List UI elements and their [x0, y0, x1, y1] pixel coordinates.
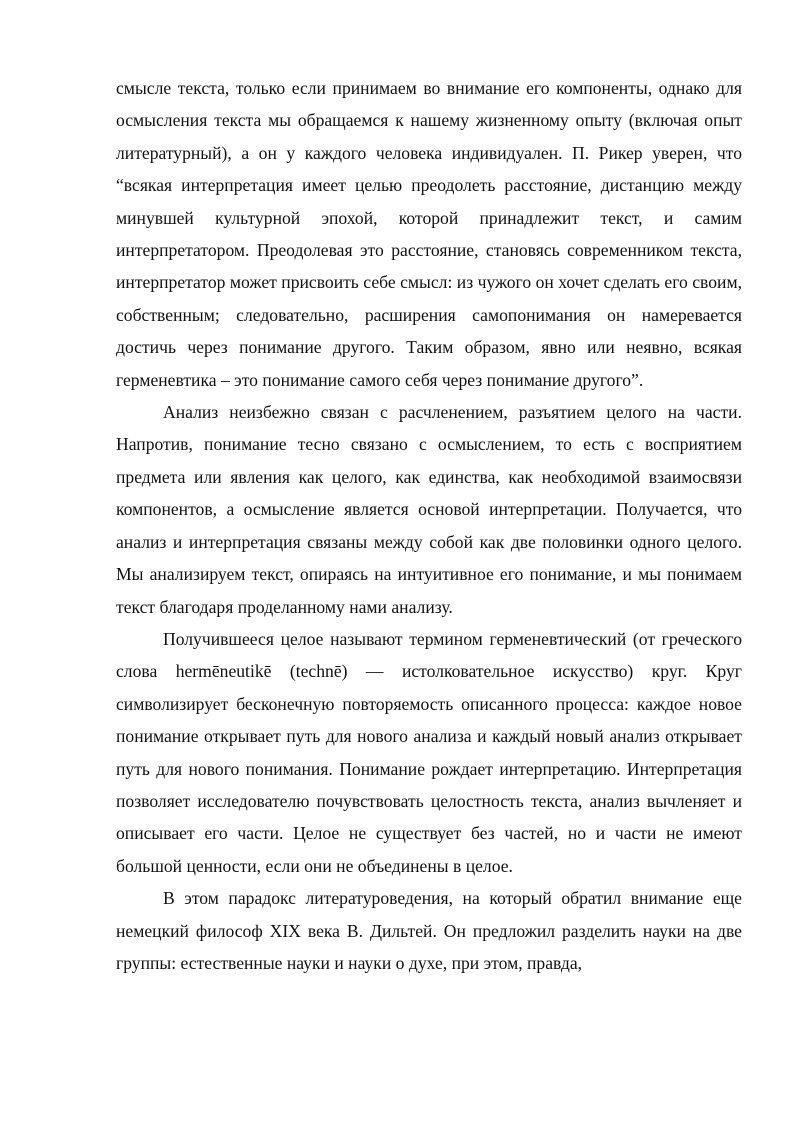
paragraph-analysis: Анализ неизбежно связан с расчленением, разъятием целого на части. Напротив, понимание тесно связано с осмыслением, то есть с восприятием предмета или явления как целого, как единства, как необходимой взаимосвязи компонентов, а осмысление является основой интерпретации. Получается, что анализ и интерпретация связаны между собой как две половинки одного целого. Мы анализируем текст, опираясь на интуитивное его понимание, и мы понимаем текст благодаря проделанному нами анализу. [116, 402, 742, 617]
paragraph-hermeneutic-circle: Получившееся целое называют термином герменевтический (от греческого слова hermēneutikē (technē) — истолковательное искусство) круг. Круг символизирует бесконечную повторяемость описанного процесса: каждое новое понимание открывает путь для нового анализа и каждый новый анализ открывает путь для нового понимания. Понимание рождает интерпретацию. Интерпретация позволяет исследователю почувствовать целостность текста, анализ вычленяет и описывает его части. Целое не существует без частей, но и части не имеют большой ценности, если они не объединены в целое. [116, 628, 742, 876]
paragraph-dilthey: В этом парадокс литературоведения, на который обратил внимание еще немецкий философ XIX века В. Дильтей. Он предложил разделить науки на две группы: естественные науки и науки о духе, при этом, правда, [116, 888, 742, 973]
paragraph-continuation: смысле текста, только если принимаем во внимание его компоненты, однако для осмысления текста мы обращаемся к нашему жизненному опыту (включая опыт литературный), а он у каждого человека индивидуален. П. Рикер уверен, что “всякая интерпретация имеет целью преодолеть расстояние, дистанцию между минувшей культурной эпохой, которой принадлежит текст, и самим интерпретатором. Преодолевая это расстояние, становясь современником текста, интерпретатор может присвоить себе смысл: из чужого он хочет сделать его своим, собственным; следовательно, расширения самопонимания он намеревается достичь через понимание другого. Таким образом, явно или неявно, всякая герменевтика – это понимание самого себя через понимание другого”. [116, 78, 742, 390]
body-text [116, 72, 742, 979]
